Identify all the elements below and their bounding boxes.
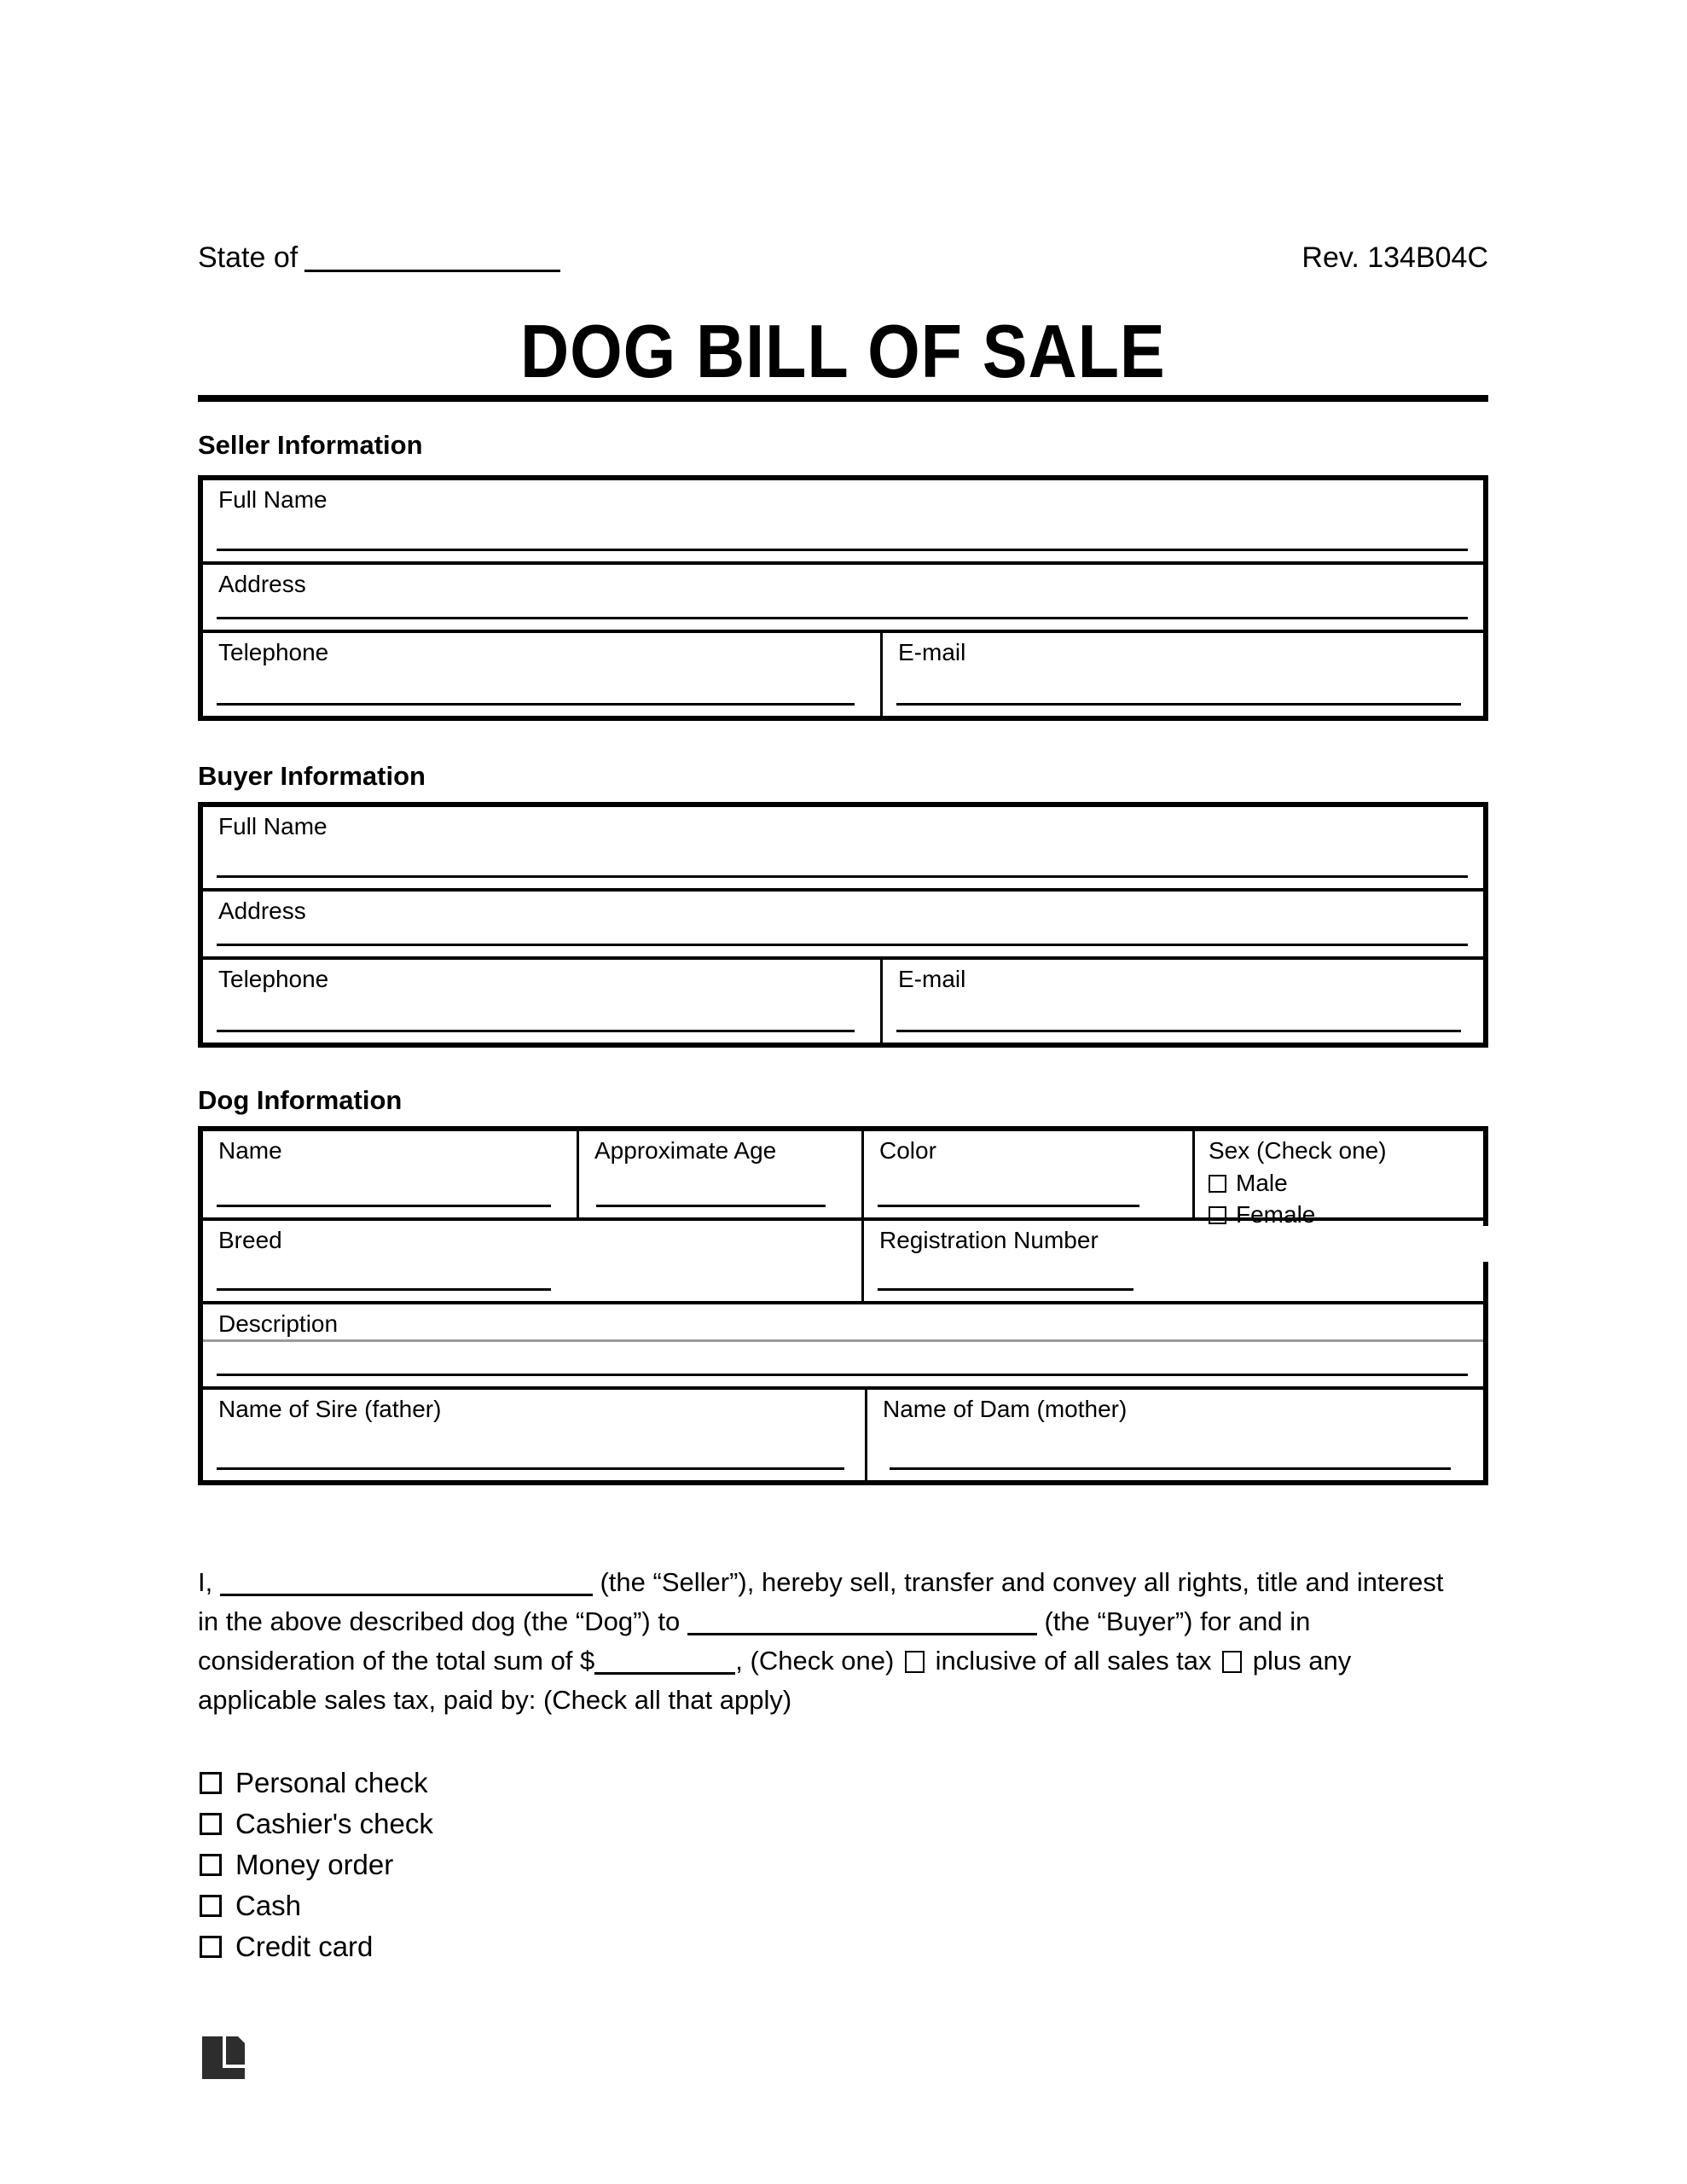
- buyer-section-heading: Buyer Information: [198, 761, 426, 791]
- seller-name-blank[interactable]: [220, 1594, 593, 1596]
- buyer-email-line[interactable]: [896, 1030, 1461, 1032]
- table-row: [203, 1131, 1483, 1228]
- buyer-full-name-cell: [203, 807, 1483, 888]
- page-header: [198, 241, 1488, 276]
- dog-sex-label: Sex (Check one): [1209, 1137, 1387, 1164]
- payment-option-money-order: [200, 1849, 433, 1880]
- buyer-telephone-cell: [203, 960, 880, 1043]
- agreement-line-2: [198, 1606, 1310, 1636]
- agreement-line-4: [198, 1685, 791, 1715]
- buyer-full-name-line[interactable]: [217, 875, 1468, 878]
- payment-option-credit-card: [200, 1931, 433, 1962]
- agreement-line-1: [198, 1567, 1444, 1597]
- dog-description-cell: [203, 1304, 1483, 1386]
- dog-sex-cell: [1192, 1131, 1483, 1228]
- payment-option-personal-check: [200, 1767, 433, 1798]
- buyer-address-cell: [203, 892, 1483, 956]
- dog-section-heading: Dog Information: [198, 1085, 403, 1115]
- table-row: [203, 561, 1483, 630]
- table-row: [203, 956, 1483, 1043]
- page-title: DOG BILL OF SALE: [520, 309, 1166, 393]
- agreement-text: in the above described dog (the “Dog”) to: [198, 1606, 681, 1636]
- dog-breed-line[interactable]: [217, 1288, 551, 1291]
- dog-color-cell: [861, 1131, 1192, 1217]
- dog-sire-label: Name of Sire (father): [218, 1396, 442, 1422]
- payment-option-label: Credit card: [235, 1931, 374, 1962]
- payment-option-cashiers-check: [200, 1808, 433, 1839]
- seller-address-label: Address: [218, 571, 306, 597]
- dog-dam-cell: [865, 1390, 1483, 1480]
- buyer-address-label: Address: [218, 897, 306, 924]
- state-of-label: State of: [198, 241, 299, 274]
- dog-registration-label: Registration Number: [879, 1227, 1099, 1253]
- personal-check-checkbox[interactable]: [200, 1772, 222, 1794]
- money-order-checkbox[interactable]: [200, 1854, 222, 1876]
- dog-color-line[interactable]: [878, 1205, 1139, 1207]
- dog-description-line[interactable]: [217, 1374, 1468, 1376]
- dog-registration-cell: [861, 1221, 1483, 1301]
- buyer-name-blank[interactable]: [687, 1633, 1037, 1635]
- dog-name-cell: [203, 1131, 577, 1217]
- agreement-text: (the “Buyer”) for and in: [1044, 1606, 1311, 1636]
- dog-info-table: [198, 1126, 1488, 1485]
- payment-option-label: Money order: [235, 1849, 394, 1880]
- sex-option-male: [1209, 1170, 1387, 1196]
- dog-sire-line[interactable]: [217, 1467, 844, 1470]
- payment-option-label: Cashier's check: [235, 1808, 433, 1839]
- dog-age-cell: [577, 1131, 861, 1217]
- seller-address-line[interactable]: [217, 617, 1468, 619]
- buyer-address-line[interactable]: [217, 944, 1468, 946]
- sale-amount-blank[interactable]: [594, 1672, 735, 1675]
- revision-label: Rev. 134B04C: [1301, 241, 1488, 274]
- dog-description-label: Description: [218, 1310, 339, 1337]
- buyer-email-cell: [880, 960, 1483, 1043]
- dog-sire-cell: [203, 1390, 865, 1480]
- seller-email-line[interactable]: [896, 703, 1461, 706]
- seller-telephone-line[interactable]: [217, 703, 855, 706]
- table-row: [203, 630, 1483, 716]
- payment-option-label: Personal check: [235, 1767, 428, 1798]
- agreement-text: consideration of the total sum of $: [198, 1646, 595, 1676]
- seller-full-name-cell: [203, 480, 1483, 561]
- seller-telephone-label: Telephone: [218, 639, 329, 665]
- table-row: [203, 1301, 1483, 1386]
- border-gap-artifact: [1483, 1226, 1488, 1262]
- agreement-line-3: [198, 1646, 1351, 1676]
- agreement-text: applicable sales tax, paid by: (Check all that apply): [198, 1685, 792, 1715]
- dog-color-label: Color: [879, 1137, 936, 1164]
- agreement-paragraph: [198, 1563, 1528, 1720]
- cashiers-check-checkbox[interactable]: [200, 1813, 222, 1835]
- payment-option-cash: [200, 1890, 433, 1921]
- seller-email-label: E-mail: [898, 639, 966, 665]
- description-divider: [203, 1339, 1483, 1342]
- table-row: [203, 480, 1483, 561]
- table-row: [203, 1386, 1483, 1480]
- tax-plus-checkbox[interactable]: [1222, 1651, 1242, 1673]
- legal-templates-logo-icon: [202, 2036, 245, 2079]
- seller-email-cell: [880, 633, 1483, 716]
- buyer-email-label: E-mail: [898, 966, 966, 992]
- sex-female-label: Female: [1236, 1201, 1316, 1228]
- seller-full-name-line[interactable]: [217, 549, 1468, 551]
- agreement-text: plus any: [1252, 1646, 1352, 1676]
- sex-male-checkbox[interactable]: [1209, 1175, 1226, 1193]
- table-row: [203, 807, 1483, 888]
- agreement-text: inclusive of all sales tax: [935, 1646, 1212, 1676]
- seller-section-heading: Seller Information: [198, 430, 423, 460]
- agreement-text: (the “Seller”), hereby sell, transfer and convey all rights, title and interest: [600, 1567, 1444, 1597]
- table-row: [203, 1217, 1483, 1301]
- buyer-info-table: [198, 802, 1488, 1048]
- state-blank-line[interactable]: [304, 270, 560, 272]
- seller-telephone-cell: [203, 633, 880, 716]
- agreement-text: I,: [198, 1567, 213, 1597]
- payment-method-list: [200, 1767, 433, 1975]
- dog-age-line[interactable]: [596, 1205, 826, 1207]
- buyer-full-name-label: Full Name: [218, 813, 328, 839]
- seller-address-cell: [203, 565, 1483, 630]
- payment-option-label: Cash: [235, 1890, 302, 1921]
- agreement-text: , (Check one): [735, 1646, 895, 1676]
- title-rule: [198, 395, 1488, 402]
- sex-male-label: Male: [1236, 1170, 1288, 1196]
- dog-dam-label: Name of Dam (mother): [883, 1396, 1128, 1422]
- dog-name-line[interactable]: [217, 1205, 551, 1207]
- state-of-field: [198, 241, 560, 276]
- dog-breed-label: Breed: [218, 1227, 282, 1253]
- buyer-telephone-line[interactable]: [217, 1030, 855, 1032]
- table-row: [203, 888, 1483, 956]
- dog-age-label: Approximate Age: [594, 1137, 777, 1164]
- tax-inclusive-checkbox[interactable]: [905, 1651, 925, 1673]
- dog-registration-line[interactable]: [878, 1288, 1133, 1291]
- dog-dam-line[interactable]: [890, 1467, 1451, 1470]
- credit-card-checkbox[interactable]: [200, 1936, 222, 1958]
- legal-templates-logo: [202, 2036, 245, 2079]
- seller-full-name-label: Full Name: [218, 486, 328, 513]
- buyer-telephone-label: Telephone: [218, 966, 329, 992]
- cash-checkbox[interactable]: [200, 1895, 222, 1917]
- seller-info-table: [198, 475, 1488, 721]
- dog-name-label: Name: [218, 1137, 282, 1164]
- dog-breed-cell: [203, 1221, 861, 1301]
